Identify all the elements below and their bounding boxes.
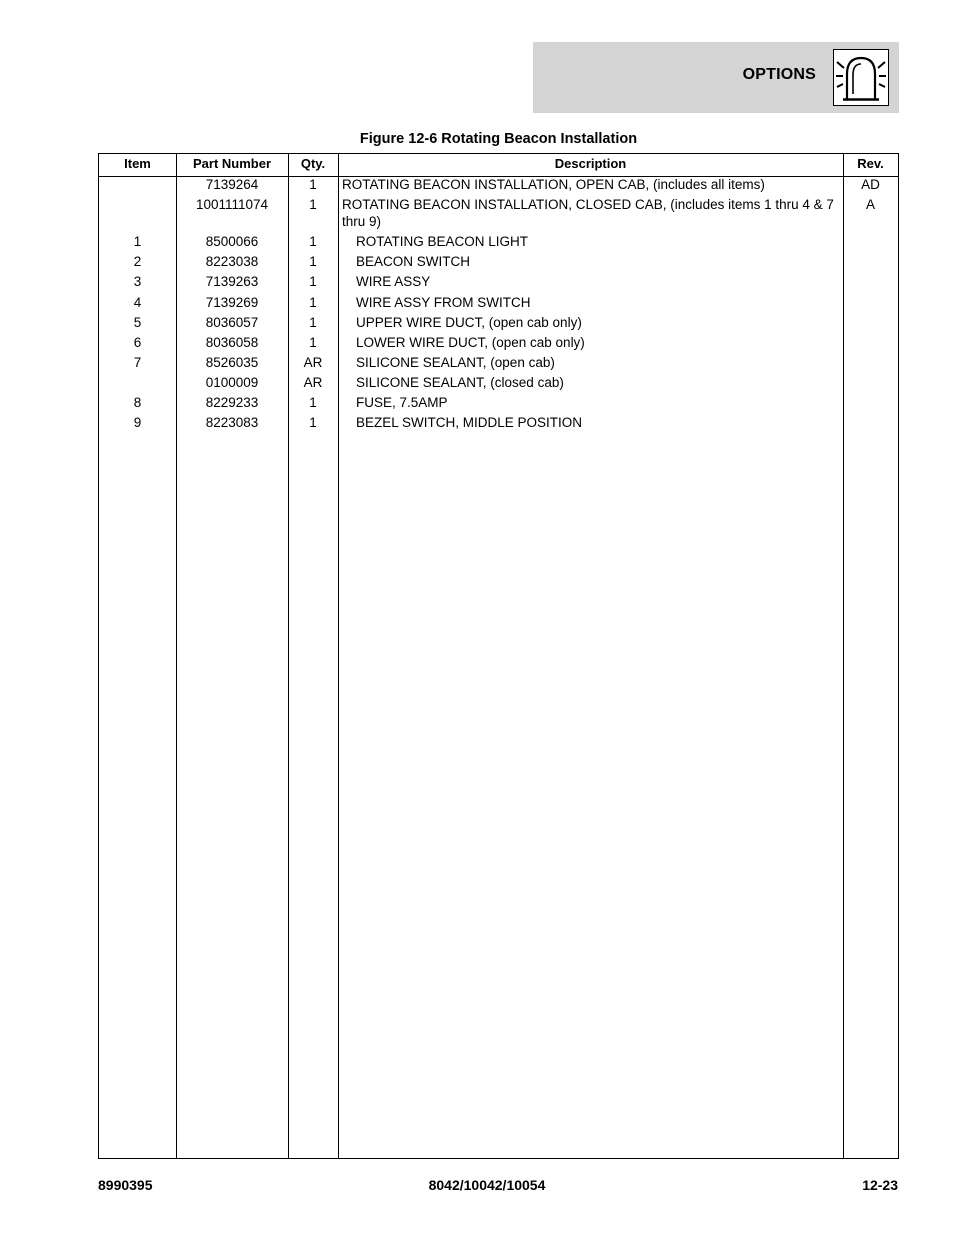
item-cell: 2 xyxy=(133,254,142,269)
qty-cell: 1 xyxy=(309,415,317,430)
description-cell: BEZEL SWITCH, MIDDLE POSITION xyxy=(356,415,583,430)
part-number-cell: 7139263 xyxy=(205,274,259,289)
description-cell: FUSE, 7.5AMP xyxy=(356,395,448,410)
qty-cell: 1 xyxy=(309,197,317,212)
item-cell: 8 xyxy=(133,395,142,410)
qty-cell: AR xyxy=(303,355,323,370)
description-cell: BEACON SWITCH xyxy=(356,254,471,269)
description-cell: ROTATING BEACON LIGHT xyxy=(356,234,529,249)
item-cell: 1 xyxy=(133,234,142,249)
part-number-cell: 8036058 xyxy=(205,335,259,350)
item-cell: 3 xyxy=(133,274,142,289)
part-number-cell: 8526035 xyxy=(205,355,259,370)
part-number-cell: 8229233 xyxy=(205,395,259,410)
part-number-cell: 8500066 xyxy=(205,234,259,249)
part-number-cell: 0100009 xyxy=(205,375,259,390)
description-cell: WIRE ASSY xyxy=(356,274,431,289)
parts-table xyxy=(98,153,899,1159)
rev-cell: AD xyxy=(861,177,880,192)
header-description: Description xyxy=(554,156,627,171)
part-number-cell: 8223038 xyxy=(205,254,259,269)
description-cell: LOWER WIRE DUCT, (open cab only) xyxy=(356,335,585,350)
description-cell: WIRE ASSY FROM SWITCH xyxy=(356,295,531,310)
qty-cell: 1 xyxy=(309,234,317,249)
section-title: OPTIONS xyxy=(742,66,816,83)
qty-cell: 1 xyxy=(309,274,317,289)
item-cell: 5 xyxy=(133,315,142,330)
part-number-cell: 7139264 xyxy=(205,177,259,192)
description-cell: UPPER WIRE DUCT, (open cab only) xyxy=(356,315,582,330)
qty-cell: 1 xyxy=(309,395,317,410)
description-cell: SILICONE SEALANT, (open cab) xyxy=(356,355,555,370)
part-number-cell: 1001111074 xyxy=(195,197,269,212)
column-divider xyxy=(338,154,339,1158)
item-cell: 9 xyxy=(133,415,142,430)
part-number-cell: 7139269 xyxy=(205,295,259,310)
qty-cell: 1 xyxy=(309,295,317,310)
footer-page-number: 12-23 xyxy=(862,1177,898,1193)
part-number-cell: 8223083 xyxy=(205,415,259,430)
qty-cell: AR xyxy=(303,375,323,390)
rev-cell: A xyxy=(865,197,875,212)
qty-cell: 1 xyxy=(309,177,317,192)
header-rev: Rev. xyxy=(857,156,884,171)
footer-publication-number: 8990395 xyxy=(98,1177,153,1193)
qty-cell: 1 xyxy=(309,254,317,269)
description-cell: SILICONE SEALANT, (closed cab) xyxy=(356,375,564,390)
description-cell: ROTATING BEACON INSTALLATION, OPEN CAB, (includes all items) xyxy=(342,177,765,192)
figure-title: Figure 12-6 Rotating Beacon Installation xyxy=(359,131,638,147)
item-cell: 6 xyxy=(133,335,142,350)
column-divider xyxy=(843,154,844,1158)
qty-cell: 1 xyxy=(309,315,317,330)
rotating-beacon-icon xyxy=(833,49,889,106)
section-tab xyxy=(533,42,899,113)
header-item: Item xyxy=(124,156,151,171)
qty-cell: 1 xyxy=(309,335,317,350)
item-cell: 4 xyxy=(133,295,142,310)
footer-model-numbers: 8042/10042/10054 xyxy=(428,1177,546,1193)
item-cell: 7 xyxy=(133,355,142,370)
part-number-cell: 8036057 xyxy=(205,315,259,330)
description-cell: ROTATING BEACON INSTALLATION, CLOSED CAB, (includes items 1 thru 4 & 7 thru 9) xyxy=(342,197,834,229)
header-qty: Qty. xyxy=(300,156,326,171)
header-part-number: Part Number xyxy=(192,156,272,171)
